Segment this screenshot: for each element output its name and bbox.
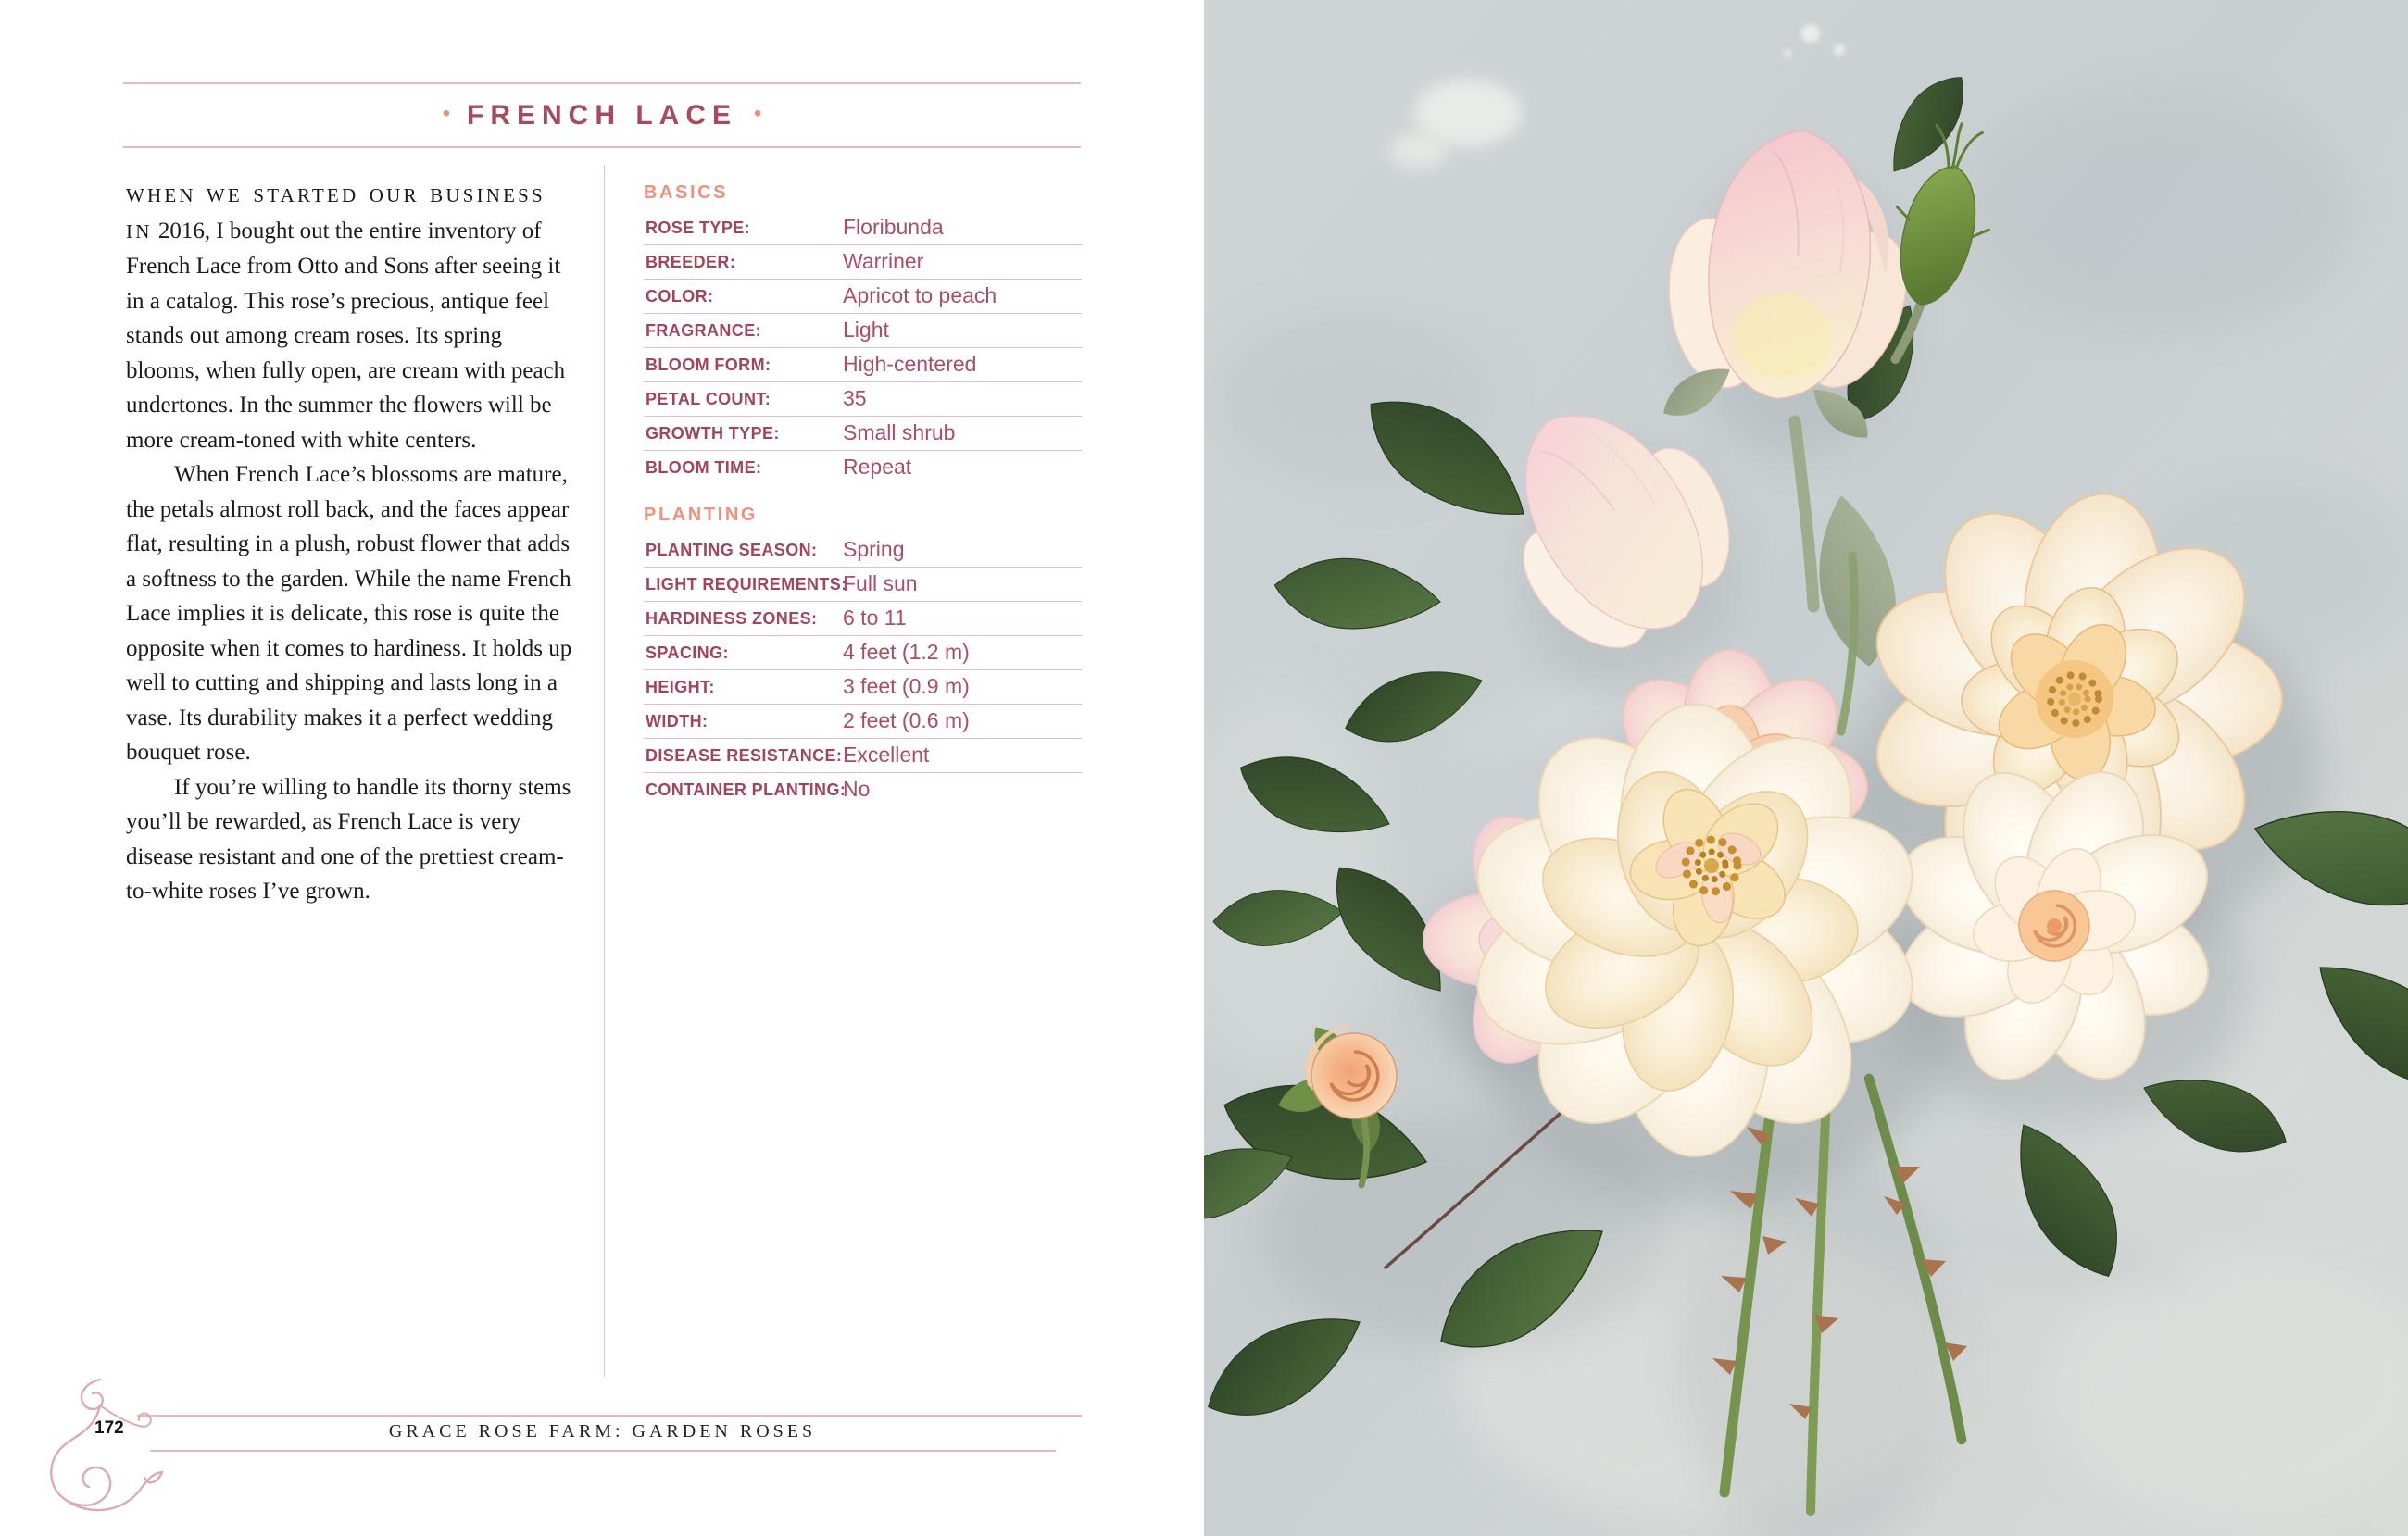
fact-row-growth-type <box>644 417 1082 451</box>
fact-label: COLOR: <box>646 287 714 306</box>
fact-row-color <box>644 280 1082 314</box>
body-paragraph-2: When French Lace’s blossoms are mature, the petals almost roll back, and the faces appear flat, resulting in a plush, robust flower that adds a softness to the garden. While the name French Lace implies it is delicate, this rose is quite the opposite when it comes to hardiness. It holds up well to cutting and shipping and lasts long in a vase. Its durability makes it a perfect wedding bouquet rose. <box>126 462 572 765</box>
fact-value: Small shrub <box>843 420 956 444</box>
column-divider-rule <box>604 165 605 1377</box>
fact-value: Floribunda <box>843 215 944 239</box>
fact-label: BLOOM TIME: <box>646 458 762 477</box>
fact-value: Warriner <box>843 249 924 273</box>
fact-value: 6 to 11 <box>843 606 907 630</box>
rose-bouquet-photo <box>1204 0 2408 1536</box>
footer-flourish-ornament <box>41 1374 170 1517</box>
running-footer-book-title: GRACE ROSE FARM: GARDEN ROSES <box>388 1421 817 1442</box>
fact-label: BLOOM FORM: <box>646 356 771 374</box>
fact-row-container-planting <box>644 773 1082 806</box>
fact-value: Full sun <box>843 571 918 595</box>
fact-row-rose-type <box>644 211 1082 245</box>
fact-label: PLANTING SEASON: <box>646 541 818 559</box>
fact-label: HEIGHT: <box>646 678 715 696</box>
page-title: FRENCH LACE <box>467 99 737 131</box>
fact-row-bloom-time <box>644 451 1082 484</box>
footer-rule-bottom <box>150 1450 1056 1452</box>
fact-row-breeder <box>644 245 1082 280</box>
fact-label: GROWTH TYPE: <box>646 424 780 443</box>
fact-value: Spring <box>843 537 905 561</box>
article-text <box>126 178 572 909</box>
fact-value: 4 feet (1.2 m) <box>843 640 970 664</box>
fact-value: Apricot to peach <box>843 283 997 307</box>
basics-section-heading: BASICS <box>644 182 729 203</box>
fact-row-width <box>644 705 1082 739</box>
fact-row-planting-season <box>644 533 1082 568</box>
title-block <box>123 82 1081 148</box>
footer-rule-top <box>137 1415 1082 1417</box>
fact-row-fragrance <box>644 314 1082 348</box>
fact-label: PETAL COUNT: <box>646 390 771 408</box>
body-paragraph-3: If you’re willing to handle its thorny stems you’ll be rewarded, as French Lace is very disease resistant and one of the prettiest cream-to-white roses I’ve grown. <box>126 774 571 904</box>
fact-label: LIGHT REQUIREMENTS: <box>646 575 847 593</box>
fact-value: High-centered <box>843 352 977 376</box>
fact-label: SPACING: <box>646 643 729 662</box>
planting-section-heading: PLANTING <box>644 505 759 525</box>
fact-label: ROSE TYPE: <box>646 219 751 237</box>
fact-value: 3 feet (0.9 m) <box>843 674 970 698</box>
fact-row-spacing <box>644 636 1082 670</box>
fact-value: Light <box>843 318 889 342</box>
fact-label: BREEDER: <box>646 253 736 271</box>
fact-row-disease-resistance <box>644 739 1082 773</box>
title-dot-right: • <box>754 100 762 126</box>
title-dot-left: • <box>442 100 450 126</box>
body-paragraph-1 <box>126 178 572 457</box>
fact-value: 2 feet (0.6 m) <box>843 708 970 732</box>
fact-row-bloom-form <box>644 348 1082 382</box>
fact-label: CONTAINER PLANTING: <box>646 780 847 799</box>
fact-value: 35 <box>843 386 867 410</box>
fact-label: WIDTH: <box>646 712 709 731</box>
fact-value: Excellent <box>843 743 930 767</box>
lead-in-small-caps: WHEN WE STARTED OUR BUSINESS IN <box>126 184 546 243</box>
paragraph-1-rest: 2016, I bought out the entire inventory of French Lace from Otto and Sons after seeing it in a catalog. This rose’s precious, antique feel stands out among cream roses. Its spring blooms, when fully open, are cream with peach undertones. In the summer the flowers will be more cream-toned with white centers. <box>126 218 566 453</box>
fact-row-height <box>644 670 1082 705</box>
fact-row-light-requirements <box>644 568 1082 602</box>
fact-label: FRAGRANCE: <box>646 321 761 340</box>
fact-label: HARDINESS ZONES: <box>646 609 818 628</box>
page-number: 172 <box>94 1418 124 1438</box>
fact-tables <box>644 181 1082 806</box>
fact-row-petal-count <box>644 382 1082 417</box>
photo-page <box>1204 0 2408 1536</box>
fact-row-hardiness-zones <box>644 602 1082 636</box>
fact-label: DISEASE RESISTANCE: <box>646 746 843 765</box>
fact-value: No <box>843 777 871 801</box>
fact-value: Repeat <box>843 455 912 479</box>
